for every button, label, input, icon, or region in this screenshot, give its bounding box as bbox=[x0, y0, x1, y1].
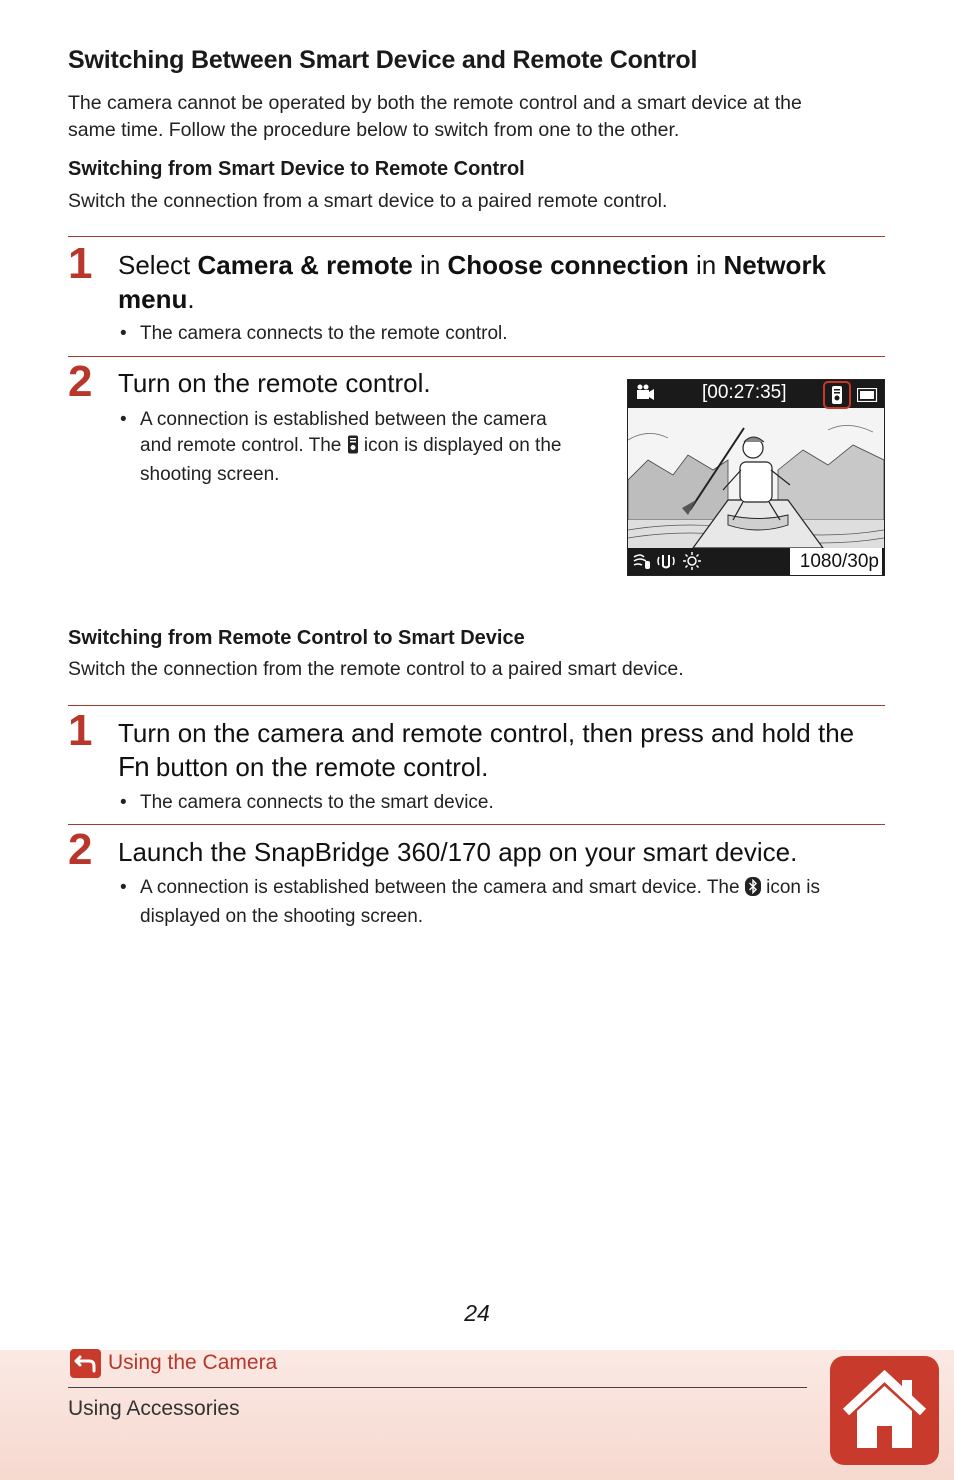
bullet-item: • The camera connects to the smart device. bbox=[120, 792, 494, 813]
bullet-item: • A connection is established between the camera and smart device. The icon is displayed on the shooting screen. bbox=[120, 877, 820, 927]
bullet-item: • A connection is established between the camera and remote control. The icon is displayed on the shooting screen. bbox=[120, 409, 562, 485]
section2-heading: Switching from Remote Control to Smart Device bbox=[68, 627, 525, 649]
back-link[interactable]: Using the Camera bbox=[108, 1351, 278, 1374]
page-title: Switching Between Smart Device and Remote Control bbox=[68, 46, 698, 74]
step1-instruction: Turn on the camera and remote control, then press and hold the Fn button on the remote control. bbox=[118, 718, 855, 782]
step2-instruction: Turn on the remote control. bbox=[118, 368, 431, 398]
movie-mode-icon bbox=[633, 384, 655, 407]
step-number: 1 bbox=[68, 706, 93, 755]
divider bbox=[68, 824, 885, 825]
step-number: 2 bbox=[68, 357, 93, 406]
resolution-label: 1080/30p bbox=[790, 548, 882, 575]
step2-instruction: Launch the SnapBridge 360/170 app on your smart device. bbox=[118, 837, 798, 867]
shooting-screen-illustration bbox=[627, 379, 885, 576]
fn-button-icon: Fn bbox=[118, 751, 149, 782]
vr-icon bbox=[655, 551, 677, 576]
footer-subtitle: Using Accessories bbox=[68, 1397, 240, 1420]
step1-instruction: Select Camera & remote in Choose connection in Network menu. bbox=[118, 250, 827, 314]
intro-text: The camera cannot be operated by both the remote control and a smart device at the same time. Follow the procedure below to switch from one to the other. bbox=[68, 92, 802, 141]
white-balance-icon bbox=[682, 551, 702, 576]
battery-icon bbox=[857, 388, 879, 407]
recording-time: [00:27:35] bbox=[702, 382, 787, 403]
section2-desc: Switch the connection from the remote control to a paired smart device. bbox=[68, 658, 684, 680]
section1-heading: Switching from Smart Device to Remote Control bbox=[68, 158, 525, 180]
divider bbox=[68, 356, 885, 357]
back-arrow-icon[interactable] bbox=[70, 1349, 101, 1378]
home-button[interactable] bbox=[830, 1356, 939, 1465]
bullet-item: • The camera connects to the remote control. bbox=[120, 323, 508, 344]
wind-noise-icon bbox=[632, 551, 652, 576]
divider bbox=[68, 236, 885, 237]
step-number: 2 bbox=[68, 825, 93, 874]
step-number: 1 bbox=[68, 239, 93, 288]
divider bbox=[68, 705, 885, 706]
section1-desc: Switch the connection from a smart device to a paired remote control. bbox=[68, 190, 668, 212]
highlight-box bbox=[823, 381, 851, 409]
page-number: 24 bbox=[464, 1300, 490, 1326]
home-icon bbox=[830, 1356, 939, 1465]
footer-divider bbox=[68, 1387, 807, 1388]
bluetooth-icon bbox=[745, 877, 761, 904]
remote-icon bbox=[825, 383, 849, 407]
remote-icon bbox=[347, 435, 359, 462]
